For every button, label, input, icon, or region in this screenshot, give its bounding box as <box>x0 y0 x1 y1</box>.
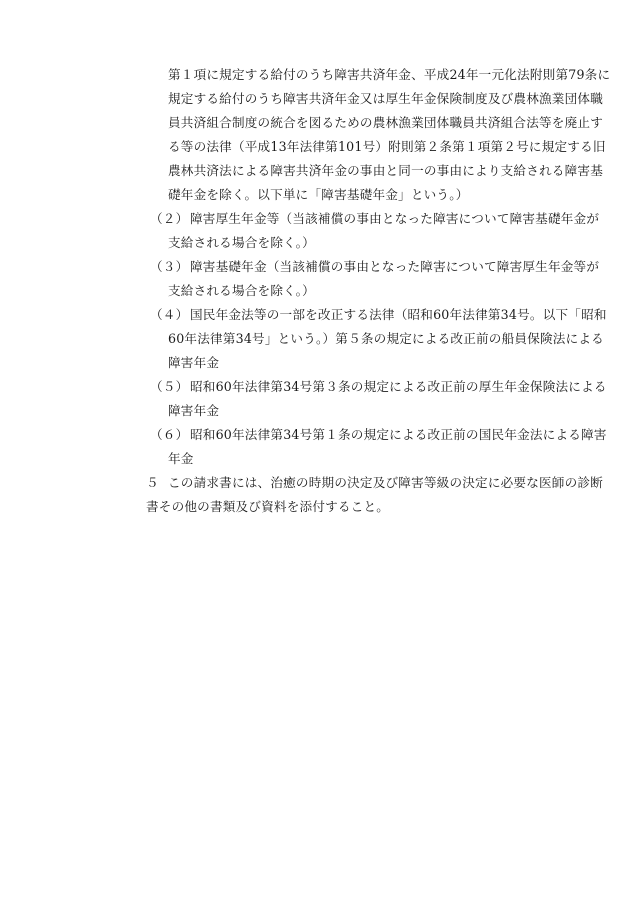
section-text: この請求書には、治癒の時期の決定及び障害等級の決定に必要な医師の診断 <box>168 475 603 490</box>
item-text: 昭和60年法律第34号第１条の規定による改正前の国民年金法による障害 <box>190 427 607 442</box>
item-number: （２） <box>150 211 189 226</box>
item-text: 障害年金 <box>168 355 220 370</box>
section-text: 書その他の書類及び資料を添付すること。 <box>146 499 390 514</box>
item-text: 障害年金 <box>168 403 220 418</box>
item-number: （４） <box>150 307 189 322</box>
text-line: 規定する給付のうち障害共済年金又は厚生年金保険制度及び農林漁業団体職 <box>168 91 603 106</box>
text-line: 員共済組合制度の統合を図るための農林漁業団体職員共済組合法等を廃止す <box>168 115 603 130</box>
text-line: 農林共済法による障害共済年金の事由と同一の事由により支給される障害基 <box>168 163 603 178</box>
text-line: 第１項に規定する給付のうち障害共済年金、平成24年一元化法附則第79条に <box>168 67 611 82</box>
text-line: 礎年金を除く。以下単に「障害基礎年金」という。） <box>168 187 469 202</box>
section-number: ５ <box>146 475 159 490</box>
item-text: 支給される場合を除く。） <box>168 283 315 298</box>
item-text: 障害厚生年金等（当該補償の事由となった障害について障害基礎年金が <box>190 211 600 226</box>
item-number: （５） <box>150 379 189 394</box>
item-text: 年金 <box>168 451 194 466</box>
item-text: 障害基礎年金（当該補償の事由となった障害について障害厚生年金等が <box>190 259 600 274</box>
text-line: る等の法律（平成13年法律第101号）附則第２条第１項第２号に規定する旧 <box>168 139 606 154</box>
item-text: 昭和60年法律第34号第３条の規定による改正前の厚生年金保険法による <box>190 379 607 394</box>
item-text: 60年法律第34号」という。）第５条の規定による改正前の船員保険法による <box>168 331 604 346</box>
item-text: 国民年金法等の一部を改正する法律（昭和60年法律第34号。以下「昭和 <box>190 307 607 322</box>
item-number: （３） <box>150 259 189 274</box>
item-number: （６） <box>150 427 189 442</box>
item-text: 支給される場合を除く。） <box>168 235 315 250</box>
